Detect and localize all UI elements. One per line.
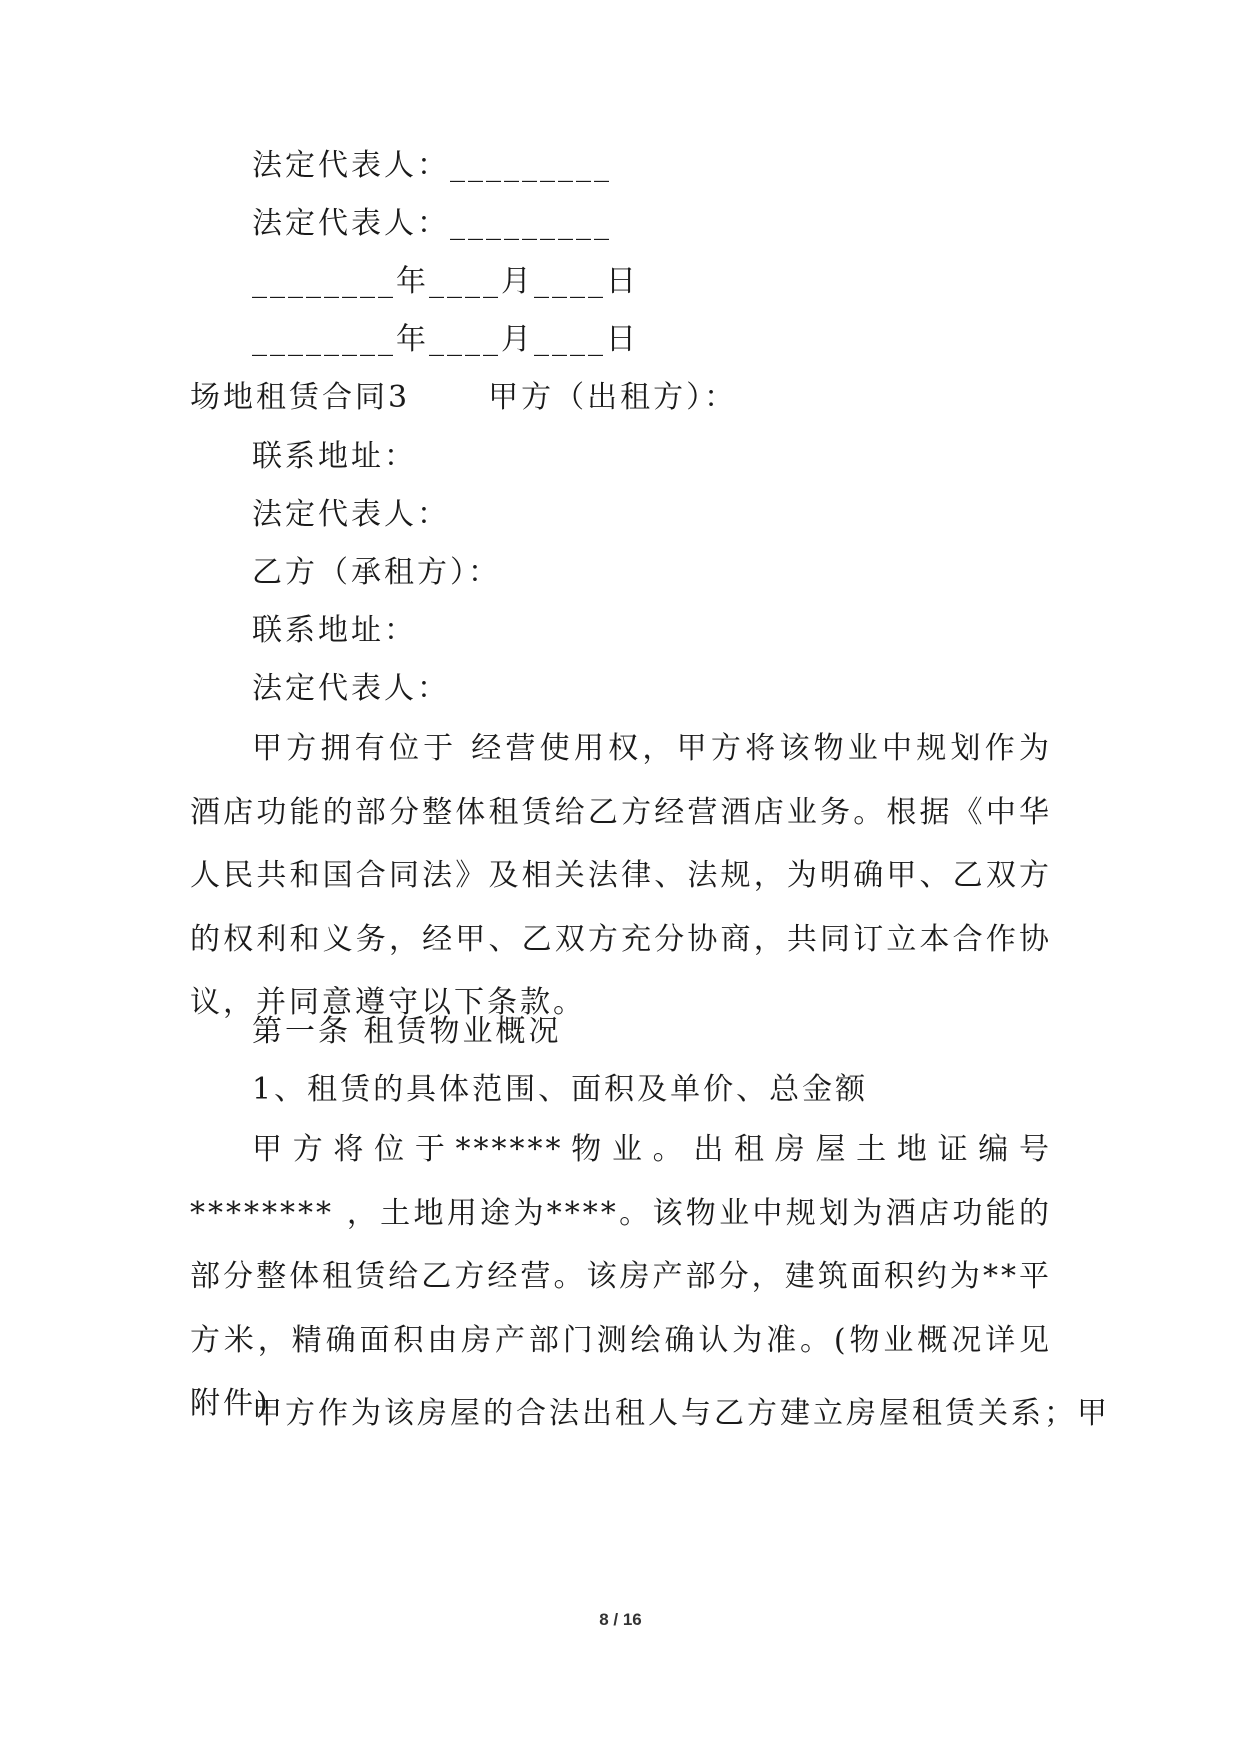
party-b-legal-rep-field: 法定代表人： <box>252 671 450 706</box>
party-a-label: 甲方（出租方）： <box>488 380 738 415</box>
relation-paragraph: 甲方作为该房屋的合法出租人与乙方建立房屋租赁关系；甲 <box>252 1396 1110 1431</box>
contract-title: 场地租赁合同3 <box>190 380 411 415</box>
intro-paragraph: 甲方拥有位于 经营使用权，甲方将该物业中规划作为酒店功能的部分整体租赁给乙方经营酒店业务。根据《中华人民共和国合同法》及相关法律、法规，为明确甲、乙双方的权利和义务，经甲、乙双方充分协商，共同订立本合作协议，并同意遵守以下条款。 <box>190 731 1052 1020</box>
date-signature-line: ________年____月____日 <box>252 322 639 357</box>
party-a-legal-rep-field: 法定代表人： <box>252 497 450 532</box>
page-number: 8 / 16 <box>599 1610 642 1629</box>
article-heading: 第一条 租赁物业概况 <box>252 1014 562 1049</box>
clause-heading: 1、租赁的具体范围、面积及单价、总金额 <box>252 1072 869 1107</box>
party-a-address-field: 联系地址： <box>252 439 417 474</box>
date-signature-line: ________年____月____日 <box>252 264 639 299</box>
contract-heading <box>190 378 737 418</box>
party-b-label: 乙方（承租方）： <box>252 555 501 590</box>
party-b-address-field: 联系地址： <box>252 613 417 648</box>
legal-rep-signature-line: 法定代表人：_________ <box>252 206 612 241</box>
property-paragraph: 甲方将位于******物业。出租房屋土地证编号******** ，土地用途为****。该物业中规划为酒店功能的部分整体租赁给乙方经营。该房产部分，建筑面积约为**平方米，精确面积由房产部门测绘确认为准。(物业概况详见附件) <box>190 1132 1052 1421</box>
legal-rep-signature-line: 法定代表人：_________ <box>252 148 612 183</box>
